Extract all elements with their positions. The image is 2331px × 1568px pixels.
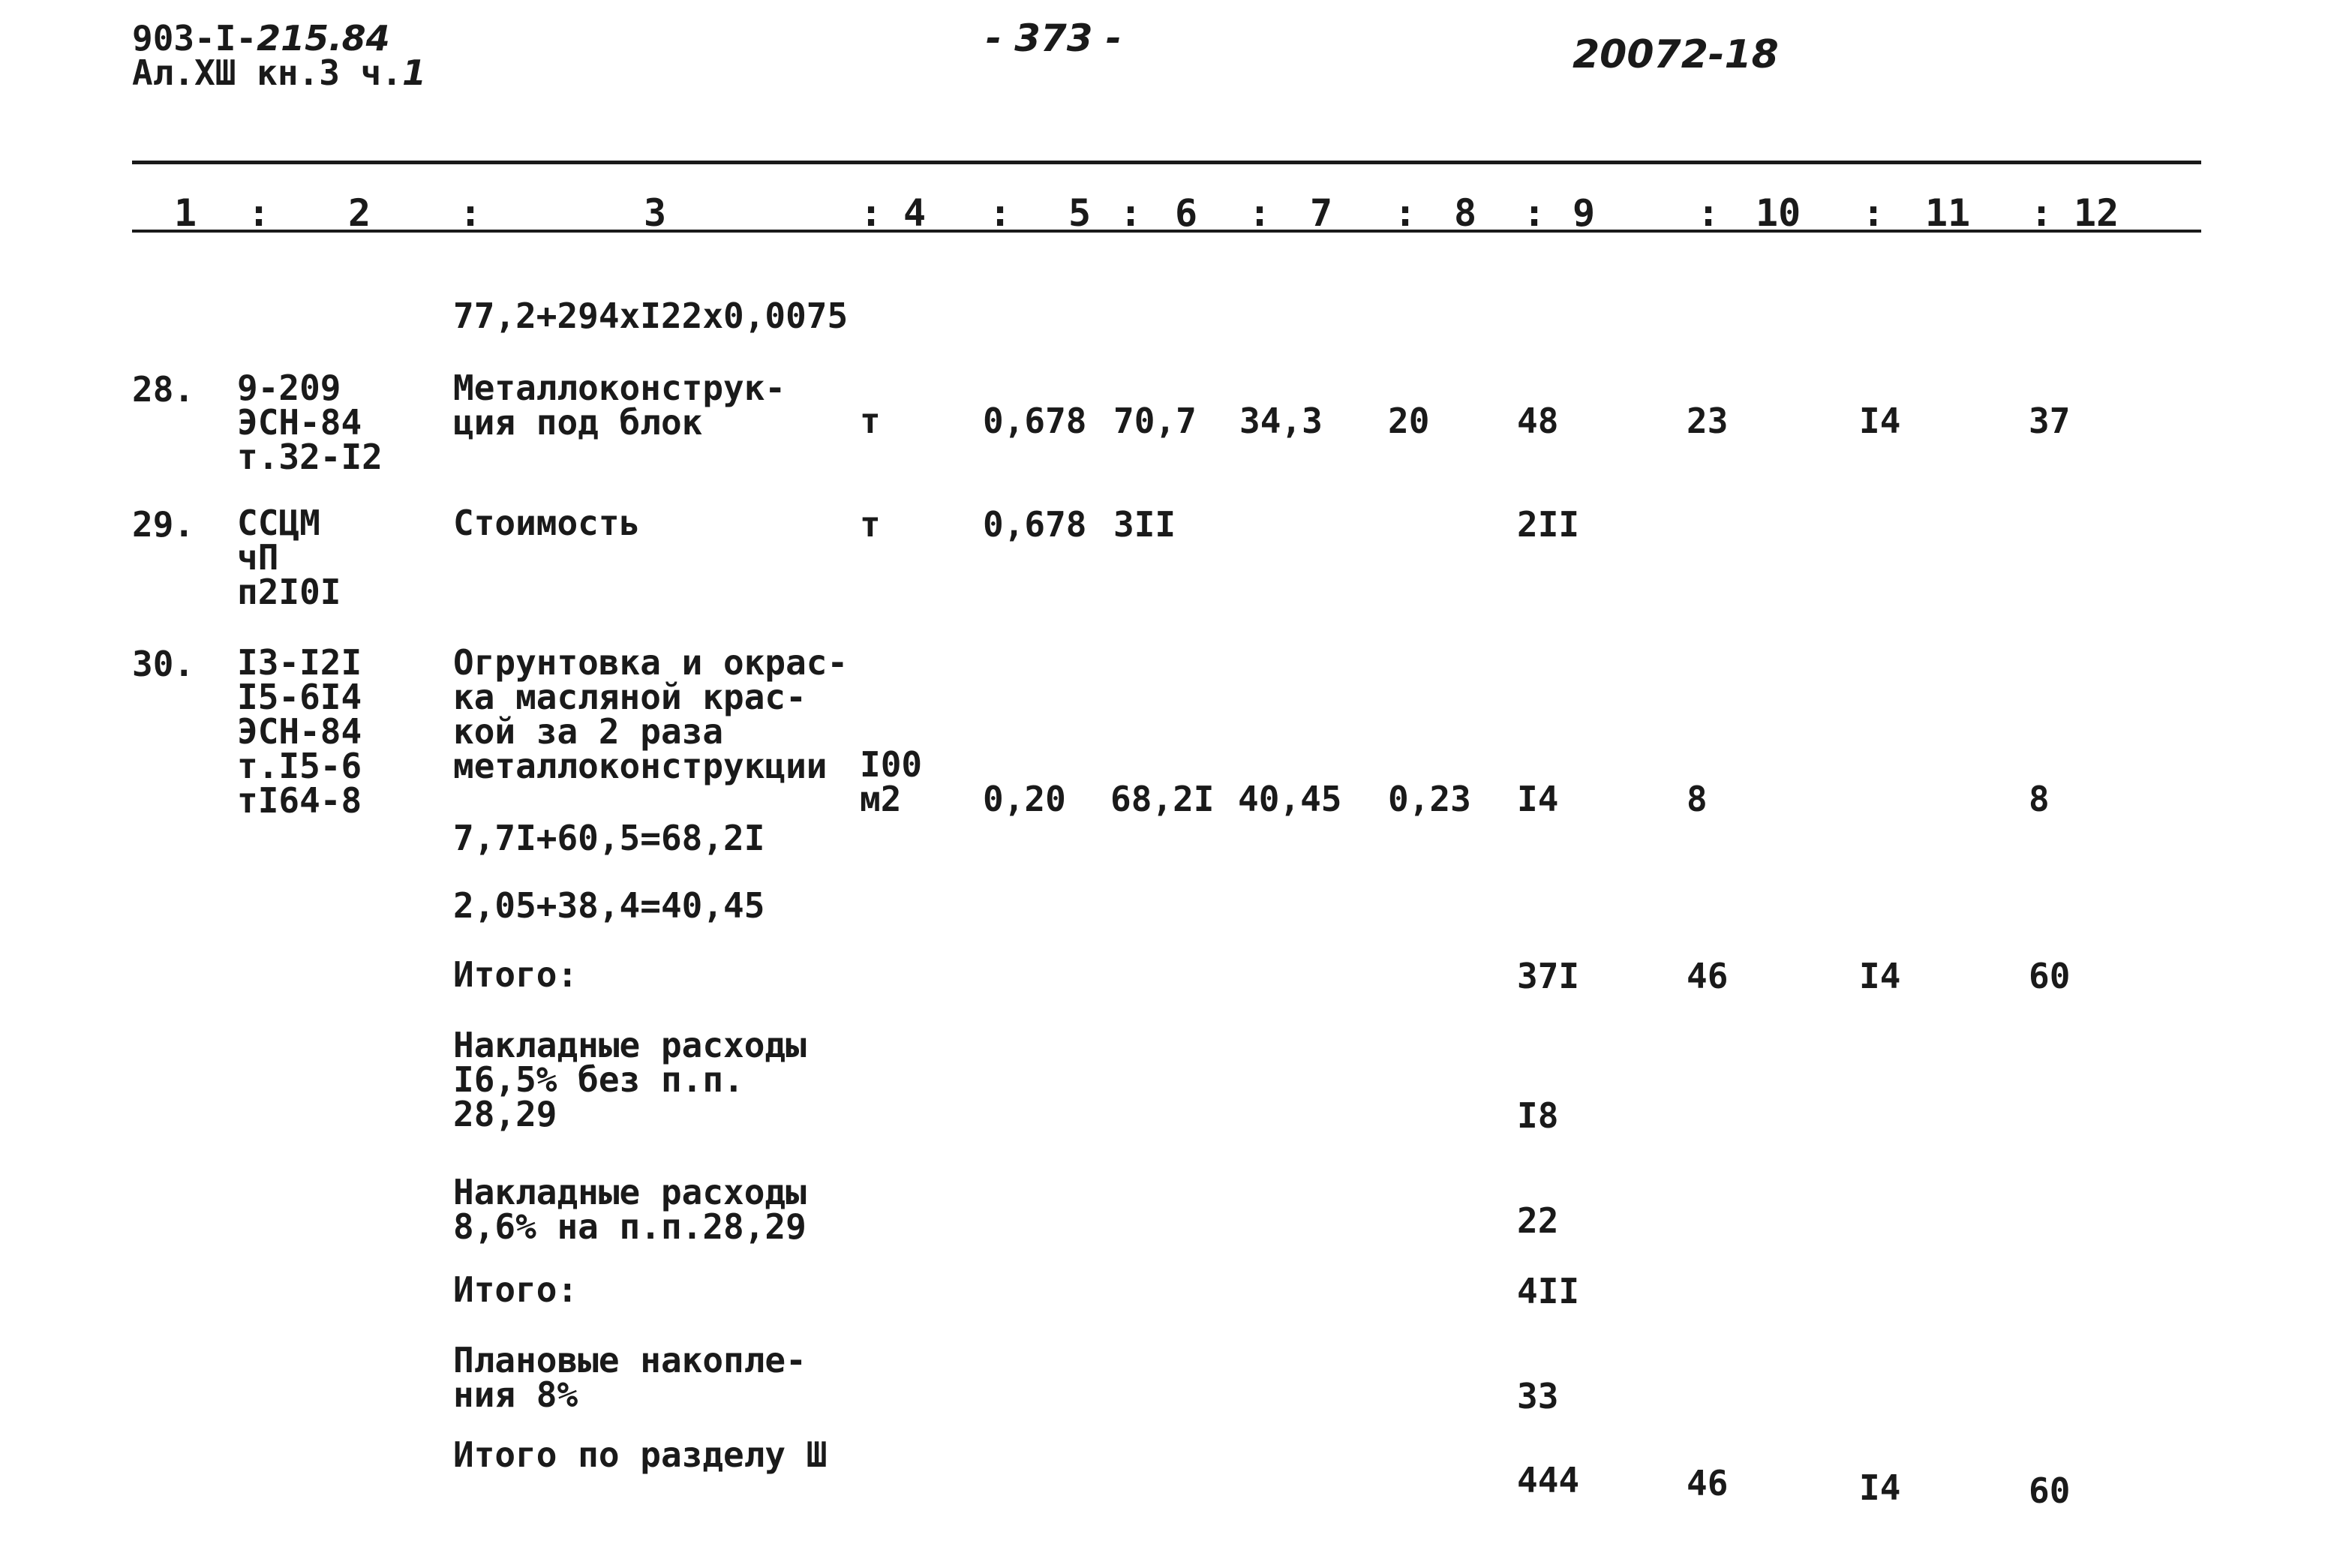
column-separator: : bbox=[248, 191, 271, 235]
row-quantity: 0,678 bbox=[983, 401, 1087, 441]
row-calculation: 7,7I+60,5=68,2I bbox=[453, 818, 765, 858]
row-cell: 8 bbox=[2029, 779, 2050, 819]
column-header: 8 bbox=[1454, 191, 1477, 235]
album-printed: Ал.XШ кн.3 ч. bbox=[132, 53, 403, 93]
column-separator: : bbox=[459, 191, 482, 235]
row-cell: I4 bbox=[1517, 779, 1559, 819]
column-header: 9 bbox=[1573, 191, 1596, 235]
album-line bbox=[132, 54, 426, 92]
row-cell: 48 bbox=[1517, 401, 1559, 441]
column-header: 7 bbox=[1310, 191, 1333, 235]
summary-value: 22 bbox=[1517, 1200, 1559, 1241]
row-code: I3-I2I I5-6I4 ЭСН-84 т.I5-6 тI64-8 bbox=[237, 642, 362, 821]
inventory-number: 20072-18 bbox=[1573, 32, 1779, 77]
summary-label: Накладные расходы 8,6% на п.п.28,29 bbox=[453, 1172, 807, 1247]
column-header: 4 bbox=[903, 191, 927, 235]
row-cell: 8 bbox=[1687, 779, 1708, 819]
summary-value: I8 bbox=[1517, 1095, 1559, 1136]
row-quantity: 0,678 bbox=[983, 504, 1087, 545]
summary-label: Накладные расходы I6,5% без п.п. 28,29 bbox=[453, 1025, 807, 1134]
row-cell: 68,2I bbox=[1110, 779, 1215, 819]
row-cell: 34,3 bbox=[1239, 401, 1323, 441]
doc-code bbox=[132, 20, 390, 57]
summary-value: 33 bbox=[1517, 1376, 1559, 1416]
row-number: 30. bbox=[132, 644, 195, 684]
row-cell: 0,23 bbox=[1388, 779, 1471, 819]
column-separator: : bbox=[1523, 191, 1546, 235]
summary-value: 46 bbox=[1687, 956, 1729, 996]
row-quantity: 0,20 bbox=[983, 779, 1066, 819]
summary-label: Итого: bbox=[453, 1269, 578, 1310]
summary-value: 37I bbox=[1517, 956, 1580, 996]
row-cell: 20 bbox=[1388, 401, 1430, 441]
summary-label: Плановые накопле- ния 8% bbox=[453, 1340, 807, 1415]
column-separator: : bbox=[860, 191, 883, 235]
row-cell: 23 bbox=[1687, 401, 1729, 441]
row-cell: 70,7 bbox=[1113, 401, 1197, 441]
column-separator: : bbox=[1119, 191, 1143, 235]
column-header: 12 bbox=[2074, 191, 2119, 235]
column-separator: : bbox=[1394, 191, 1417, 235]
row-cell: I4 bbox=[1859, 401, 1901, 441]
column-header: 3 bbox=[644, 191, 667, 235]
row-number: 28. bbox=[132, 369, 195, 410]
row-number: 29. bbox=[132, 504, 195, 545]
column-separator: : bbox=[989, 191, 1012, 235]
row-description: Металлоконструк- ция под блок bbox=[453, 368, 786, 443]
row-unit: т bbox=[860, 504, 881, 545]
row-cell: 3II bbox=[1113, 504, 1176, 545]
row-unit: т bbox=[860, 401, 881, 441]
row-code: 9-209 ЭСН-84 т.32-I2 bbox=[237, 368, 383, 477]
album-handwritten: 1 bbox=[402, 53, 427, 93]
row-calculation: 2,05+38,4=40,45 bbox=[453, 885, 765, 926]
summary-value: 444 bbox=[1517, 1460, 1580, 1500]
summary-label: Итого по разделу Ш bbox=[453, 1434, 828, 1475]
column-separator: : bbox=[1248, 191, 1272, 235]
doc-code-handwritten: 215.84 bbox=[257, 18, 390, 59]
column-header: 10 bbox=[1756, 191, 1801, 235]
summary-value: 46 bbox=[1687, 1463, 1729, 1503]
column-header: 1 bbox=[174, 191, 197, 235]
column-header: 5 bbox=[1068, 191, 1092, 235]
row-cell: 2II bbox=[1517, 504, 1580, 545]
column-separator: : bbox=[2030, 191, 2053, 235]
column-header: 11 bbox=[1925, 191, 1971, 235]
summary-value: 60 bbox=[2029, 956, 2071, 996]
row-cell: 40,45 bbox=[1238, 779, 1342, 819]
summary-label: Итого: bbox=[453, 954, 578, 995]
row-unit: I00 м2 bbox=[860, 744, 923, 819]
summary-value: I4 bbox=[1859, 1467, 1901, 1508]
continuation-formula: 77,2+294xI22x0,0075 bbox=[453, 296, 849, 336]
doc-code-printed: 903-I- bbox=[132, 18, 257, 59]
summary-value: 60 bbox=[2029, 1470, 2071, 1511]
row-description: Огрунтовка и окрас- ка масляной крас- кой за 2 раза металлоконструкции bbox=[453, 642, 849, 786]
summary-value: 4II bbox=[1517, 1271, 1580, 1311]
row-cell: 37 bbox=[2029, 401, 2071, 441]
page-number: - 373 - bbox=[986, 17, 1122, 60]
column-separator: : bbox=[1697, 191, 1720, 235]
column-separator: : bbox=[1862, 191, 1885, 235]
top-rule bbox=[132, 161, 2201, 164]
row-description: Стоимость bbox=[453, 503, 641, 543]
column-header: 6 bbox=[1175, 191, 1198, 235]
row-code: ССЦМ чП п2I0I bbox=[237, 503, 341, 612]
summary-value: I4 bbox=[1859, 956, 1901, 996]
column-header: 2 bbox=[348, 191, 371, 235]
header-rule bbox=[132, 230, 2201, 233]
